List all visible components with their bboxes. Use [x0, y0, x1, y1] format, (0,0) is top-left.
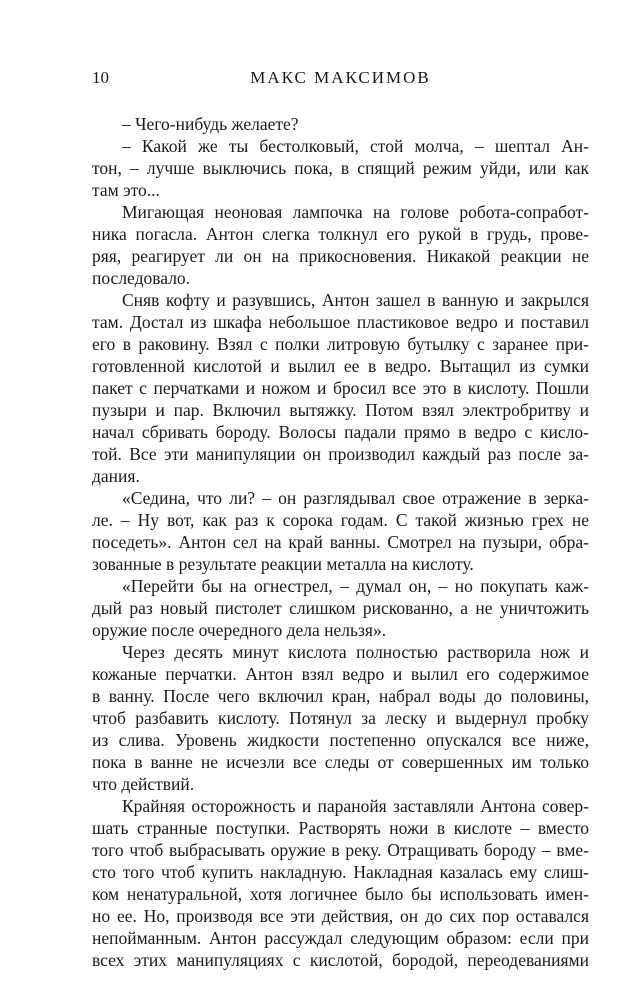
text-line: Мигающая неоновая лампочка на голове робота-сопработ-: [122, 202, 589, 222]
text-line: кожаные перчатки. Антон взял ведро и вылил его содержимое: [92, 664, 589, 684]
text-line: последовало.: [92, 268, 191, 288]
paragraph: [92, 113, 589, 135]
text-line: тон, – лучше выключись пока, в спящий режим уйди, или как: [92, 158, 589, 178]
text-line: там это...: [92, 180, 160, 200]
paragraph: [92, 201, 589, 289]
running-head: [92, 66, 589, 90]
text-line: всех этих манипуляциях с кислотой, бородой, переодеваниями: [92, 950, 589, 970]
text-line: что действий.: [92, 774, 195, 794]
text-line: дый раз новый пистолет слишком рискованно, а не уничтожить: [92, 598, 589, 618]
text-line: Крайняя осторожность и паранойя заставляли Антона совер-: [122, 796, 589, 816]
text-line: начал сбривать бороду. Волосы падали прямо в ведро с кисло-: [92, 422, 589, 442]
paragraph: [92, 795, 589, 971]
text-line: зованные в результате реакции металла на кислоту.: [92, 554, 474, 574]
text-line: «Перейти бы на огнестрел, – думал он, – но покупать каж-: [122, 576, 589, 596]
text-line: сто того чтоб купить накладную. Накладная казалась ему слиш-: [92, 862, 589, 882]
text-line: но ее. Но, производя все эти действия, он до сих пор оставался: [92, 906, 589, 926]
text-line: ряя, реагирует ли он на прикосновения. Никакой реакции не: [92, 246, 589, 266]
paragraph: [92, 135, 589, 201]
paragraph: [92, 289, 589, 487]
text-line: пока в ванне не исчезли все следы от совершенных им только: [92, 752, 589, 772]
text-line: там. Достал из шкафа небольшое пластиковое ведро и поставил: [92, 312, 589, 332]
text-line: ника погасла. Антон слегка толкнул его рукой в грудь, прове-: [92, 224, 589, 244]
paragraph: [92, 641, 589, 795]
text-line: Через десять минут кислота полностью растворила нож и: [122, 642, 589, 662]
author-header: МАКС МАКСИМОВ: [250, 68, 431, 87]
text-line: – Чего-нибудь желаете?: [122, 114, 299, 134]
body-text: [92, 113, 589, 971]
paragraph: [92, 575, 589, 641]
text-line: его в раковину. Взял с полки литровую бутылку с заранее при-: [92, 334, 589, 354]
text-line: в ванну. После чего включил кран, набрал воды до половины,: [92, 686, 589, 706]
text-line: оружие после очередного дела нельзя».: [92, 620, 387, 640]
text-line: ле. – Ну вот, как раз к сорока годам. С такой жизнью грех не: [92, 510, 589, 530]
text-line: непойманным. Антон рассуждал следующим образом: если при: [92, 928, 589, 948]
text-line: шать странные поступки. Растворять ножи в кислоте – вместо: [92, 818, 589, 838]
paragraph: [92, 487, 589, 575]
text-line: из слива. Уровень жидкости постепенно опускался все ниже,: [92, 730, 589, 750]
text-line: чтоб разбавить кислоту. Потянул за леску и выдернул пробку: [92, 708, 589, 728]
text-line: дания.: [92, 466, 140, 486]
text-line: Сняв кофту и разувшись, Антон зашел в ванную и закрылся: [122, 290, 589, 310]
text-line: поседеть». Антон сел на край ванны. Смотрел на пузыри, обра-: [92, 532, 589, 552]
text-line: пузыри и пар. Включил вытяжку. Потом взял электробритву и: [92, 400, 589, 420]
page-number: 10: [92, 68, 109, 87]
text-line: ком ненатуральной, хотя логичнее было бы использовать имен-: [92, 884, 589, 904]
text-line: готовленной кислотой и вылил ее в ведро. Вытащил из сумки: [92, 356, 589, 376]
text-line: той. Все эти манипуляции он производил каждый раз после за-: [92, 444, 589, 464]
text-line: пакет с перчатками и ножом и бросил все это в кислоту. Пошли: [92, 378, 589, 398]
text-line: «Седина, что ли? – он разглядывал свое отражение в зерка-: [122, 488, 589, 508]
text-line: того чтоб выбрасывать оружие в реку. Отращивать бороду – вме-: [92, 840, 589, 860]
text-line: – Какой же ты бестолковый, стой молча, – шептал Ан-: [122, 136, 589, 156]
